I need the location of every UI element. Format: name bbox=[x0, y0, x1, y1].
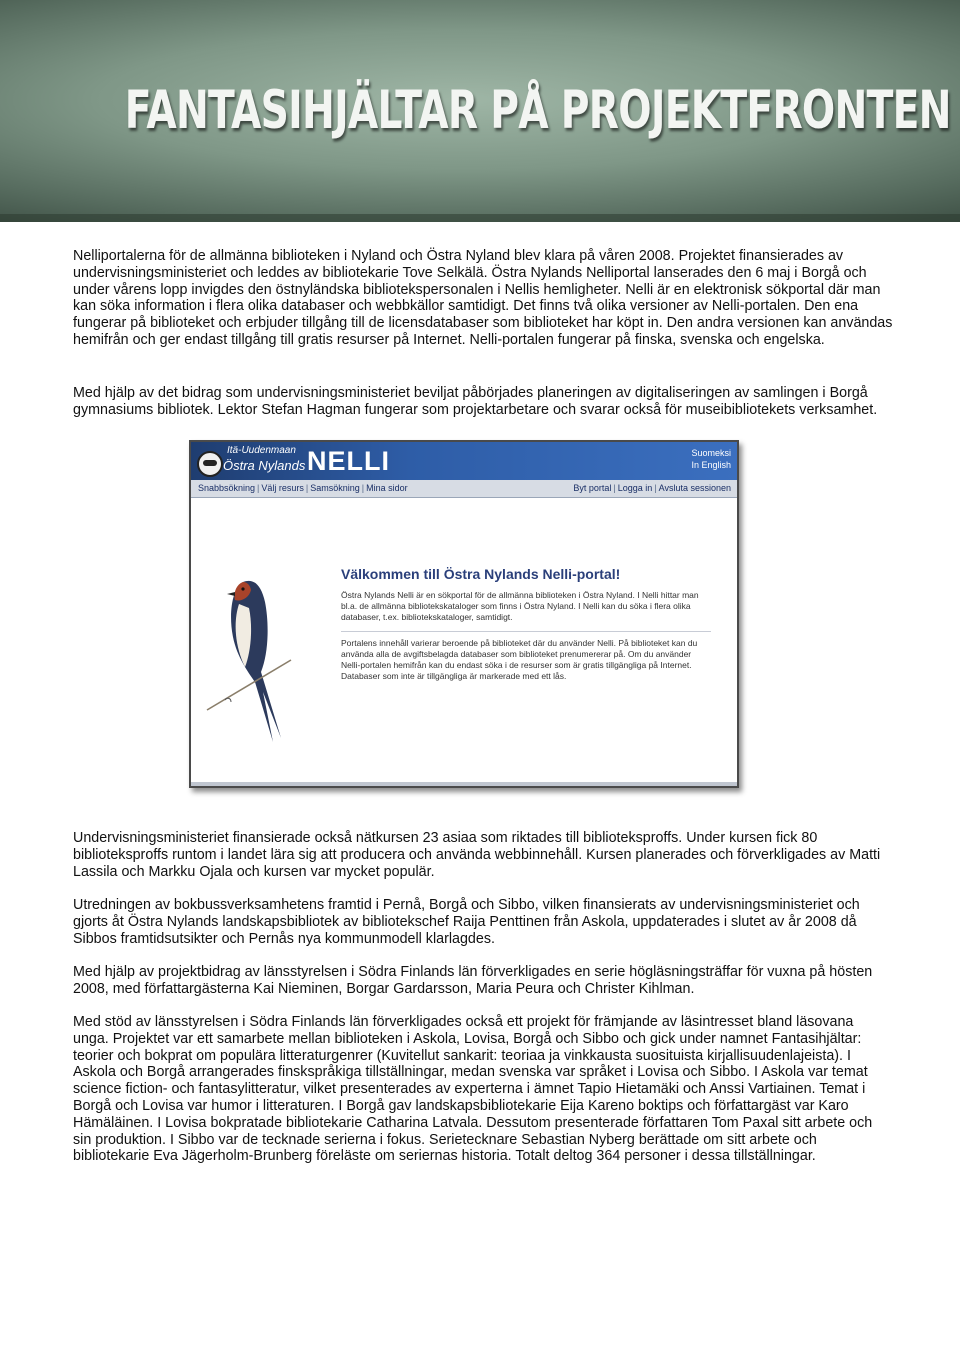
nav-quick-search[interactable]: Snabbsökning bbox=[198, 483, 256, 493]
paragraph-nelli: Nelliportalerna för de allmänna biblioteken i Nyland och Östra Nyland blev klara på våren 2008. Projektet finansierades av undervisningsministeriet och leddes av bibliotekarie Tove Selkälä. Östra Nylands Nelliportal lanserades den 6 maj i Borgå och under vårens lopp invigdes den östnyländska bibliotekspersonalen i Nellis hemligheter. Nelli är en elektronisk sökportal där man kan söka information i flera olika databaser och webbkällor samtidigt. Det finns två olika versioner av Nelli-portalen. Den ena fungerar på biblioteket och erbjuder tillgång till de licensdatabaser som biblioteket har köpt in. Den andra versionen kan användas hemifrån och ger endast tillgång till gratis resurser på Internet. Nelli-portalen fungerar på finska, svenska och engelska. bbox=[73, 248, 893, 348]
bookbus-paragraph bbox=[73, 897, 893, 947]
language-links bbox=[691, 447, 731, 471]
portal-divider bbox=[341, 631, 711, 632]
nav-select-resource[interactable]: Välj resurs bbox=[261, 483, 304, 493]
portal-welcome-heading: Välkommen till Östra Nylands Nelli-portal! bbox=[341, 566, 621, 582]
paragraph-course: Undervisningsministeriet finansierade också nätkursen 23 asiaa som riktades till biblioteksproffs. Under kursen fick 80 biblioteksproffs runtom i landet lära sig att producera och använda webbinnehåll. Kursen planerades och förverkligades av Matti Lassila och Markku Ojala och kursen var mycket populär. bbox=[73, 830, 881, 880]
digitization-paragraph bbox=[73, 385, 893, 419]
portal-nav-bar bbox=[191, 480, 737, 498]
swallow-illustration bbox=[203, 542, 293, 742]
paragraph-reading: Med hjälp av projektbidrag av länsstyrelsen i Södra Finlands län förverkligades en serie högläsningsträffar för vuxna på hösten 2008, med författargästerna Kai Nieminen, Borgar Gardarsson, Maria Peura och Christer Kihlman. bbox=[73, 964, 873, 997]
header-banner bbox=[0, 0, 960, 222]
nav-my-pages[interactable]: Mina sidor bbox=[366, 483, 408, 493]
paragraph-bookbus: Utredningen av bokbussverksamhetens framtid i Pernå, Borgå och Sibbo, vilken finansierats av undervisningsministeriet och gjorts åt Östra Nylands landskapsbibliotek av bibliotekschef Raija Penttinen från Askola, uppdaterades i slutet av år 2008 då Sibbos framtidsutsikter och Pernås nya kommunmodell klarlagdes. bbox=[73, 897, 860, 947]
portal-intro-text: Östra Nylands Nelli är en sökportal för de allmänna biblioteken i Östra Nyland. I Nelli hittar man bl.a. de allmänna bibliotekskataloger som finns i Östra Nyland. I Nelli kan du söka i flera olika databaser, t.ex. bibliotekskataloger, samtidigt. bbox=[341, 590, 699, 622]
nav-meta-search[interactable]: Samsökning bbox=[310, 483, 360, 493]
course-paragraph bbox=[73, 830, 893, 880]
nav-login[interactable]: Logga in bbox=[617, 483, 653, 493]
nelli-logo-icon bbox=[197, 451, 223, 477]
nelli-logo-text: NELLI bbox=[307, 446, 390, 476]
lang-link-english[interactable]: In English bbox=[691, 460, 731, 470]
portal-header bbox=[191, 442, 737, 480]
nav-right: Byt portal | Logga in | Avsluta sessionen bbox=[571, 480, 733, 497]
banner-title: FANTASIHJÄLTAR PÅ PROJEKTFRONTEN bbox=[124, 80, 951, 141]
fantasy-heroes-paragraph bbox=[73, 1014, 893, 1165]
nav-end-session[interactable]: Avsluta sessionen bbox=[658, 483, 731, 493]
portal-info-text: Portalens innehåll varierar beroende på biblioteket där du använder Nelli. På biblioteket kan du använda alla de avgiftsbelagda databaser som biblioteket prenumererar på. Om du använder Nelli-portalen hemifrån kan du endast söka i de resurser som är gratis tillgängliga på Internet. Databaser som inte är tillgängliga är markerade med ett lås. bbox=[341, 638, 698, 681]
lang-link-finnish[interactable]: Suomeksi bbox=[691, 448, 731, 458]
nav-change-portal[interactable]: Byt portal bbox=[573, 483, 612, 493]
paragraph-fantasy-heroes: Med stöd av länsstyrelsen i Södra Finlands län förverkligades också ett projekt för främjande av läsintresset bland läsovana unga. Projektet var ett samarbete mellan biblioteken i Askola, Lovisa, Borgå och Sibbo och gick under namnet Fantasihjältar: teorier och bokprat om populära litteraturgenrer (Kuvitellut sankarit: teoriaa ja vinkkausta suosituista kirjallisuudenlajeista). I Askola och Borgå arrangerades finskspråkiga tillställningar, medan svenska var språket i Lovisa och Sibbo. I Askola var temat science fiction- och fantasylitteratur, vilket presenterades av experterna i ämnet Tapio Hietamäki och Anssi Vartiainen. Temat i Borgå och Lovisa var humor i litteraturen. I Borgå gav landskapsbibliotekarie Eija Kareno boktips och författargäst var Karo Hämäläinen. I Lovisa bokpratade bibliotekarie Catharina Latvala. Dessutom presenterade författaren Tom Paxal sitt arbete och sin produktion. I Sibbo var de tecknade serierna i fokus. Serietecknare Sebastian Nyberg berättade om sitt arbete och bibliotekarie Eva Jägerholm-Brunberg föreläste om seriernas historia. Totalt deltog 364 personer i dessa tillställningar. bbox=[73, 1014, 873, 1165]
portal-footer bbox=[191, 782, 737, 786]
paragraph-digitization: Med hjälp av det bidrag som undervisningsministeriet beviljat påbörjades planeringen av digitaliseringen av samlingen i Borgå gymnasiums bibliotek. Lektor Stefan Hagman fungerar som projektarbetare och svarar också för museibibliotekets verksamhet. bbox=[73, 385, 878, 418]
intro-paragraph bbox=[73, 248, 893, 349]
nav-left: Snabbsökning | Välj resurs | Samsökning | Mina sidor bbox=[196, 480, 410, 497]
nelli-portal-screenshot bbox=[189, 440, 739, 788]
region-name-swedish: Östra Nylands bbox=[223, 458, 306, 473]
region-name-finnish: Itä-Uudenmaan bbox=[227, 445, 296, 456]
reading-paragraph bbox=[73, 964, 893, 998]
